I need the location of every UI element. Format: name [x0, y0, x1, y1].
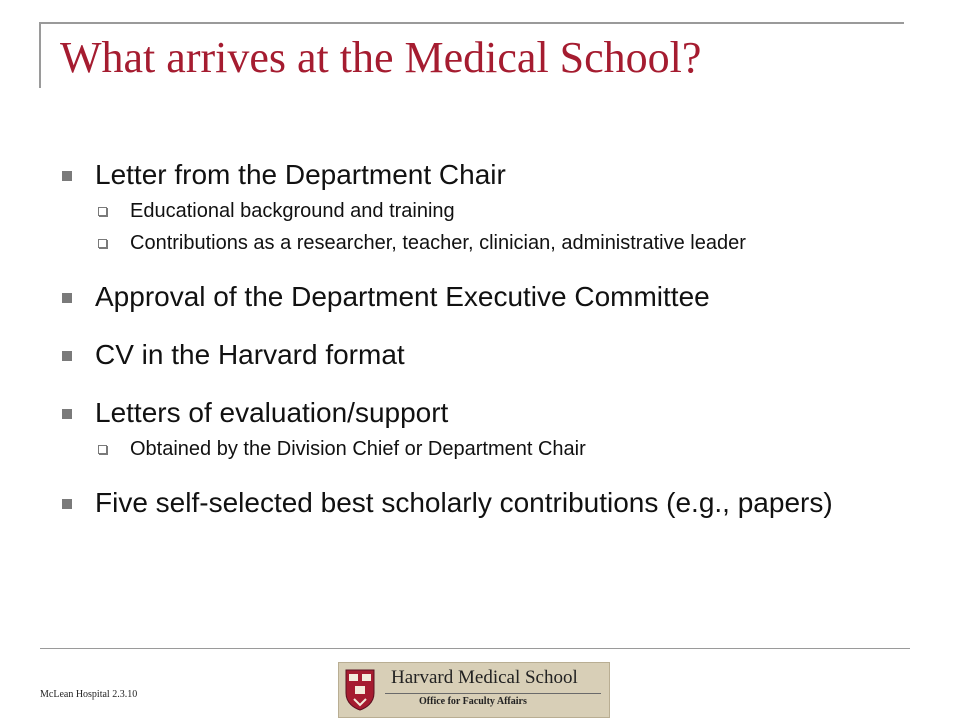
- slide-title: What arrives at the Medical School?: [60, 33, 702, 82]
- square-bullet-icon: [62, 293, 72, 303]
- harvard-shield-icon: [345, 669, 375, 711]
- square-bullet-icon: [62, 351, 72, 361]
- sub-bullet-item: [60, 230, 920, 256]
- square-bullet-icon: [62, 499, 72, 509]
- logo-subtitle: Office for Faculty Affairs: [419, 696, 527, 707]
- bullet-item: [60, 158, 920, 192]
- bullet-text: Letter from the Department Chair: [95, 159, 506, 190]
- sub-bullet-text: Educational background and training: [130, 200, 455, 222]
- bullet-list: [60, 158, 920, 520]
- harvard-medical-school-logo: [338, 662, 610, 718]
- bullet-text: Approval of the Department Executive Committee: [95, 281, 710, 312]
- bullet-item: [60, 280, 920, 314]
- square-bullet-icon: [62, 171, 72, 181]
- bullet-text: Five self-selected best scholarly contributions (e.g., papers): [95, 487, 833, 518]
- bullet-item: [60, 338, 920, 372]
- sub-bullet-text: Obtained by the Division Chief or Department Chair: [130, 438, 586, 460]
- frame-left-line: [39, 22, 41, 88]
- square-bullet-icon: [62, 409, 72, 419]
- logo-title: Harvard Medical School: [391, 667, 578, 688]
- footer-divider: [40, 648, 910, 649]
- sub-bullet-text: Contributions as a researcher, teacher, clinician, administrative leader: [130, 232, 746, 254]
- logo-divider: [385, 693, 601, 694]
- hollow-square-bullet-icon: [98, 445, 107, 454]
- footer-text: McLean Hospital 2.3.10: [40, 689, 138, 700]
- bullet-item: [60, 486, 920, 520]
- bullet-text: Letters of evaluation/support: [95, 397, 449, 428]
- hollow-square-bullet-icon: [98, 207, 107, 216]
- bullet-item: [60, 396, 920, 430]
- sub-bullet-item: [60, 436, 920, 462]
- sub-bullet-item: [60, 198, 920, 224]
- hollow-square-bullet-icon: [98, 239, 107, 248]
- bullet-text: CV in the Harvard format: [95, 339, 405, 370]
- frame-top-line: [40, 22, 904, 24]
